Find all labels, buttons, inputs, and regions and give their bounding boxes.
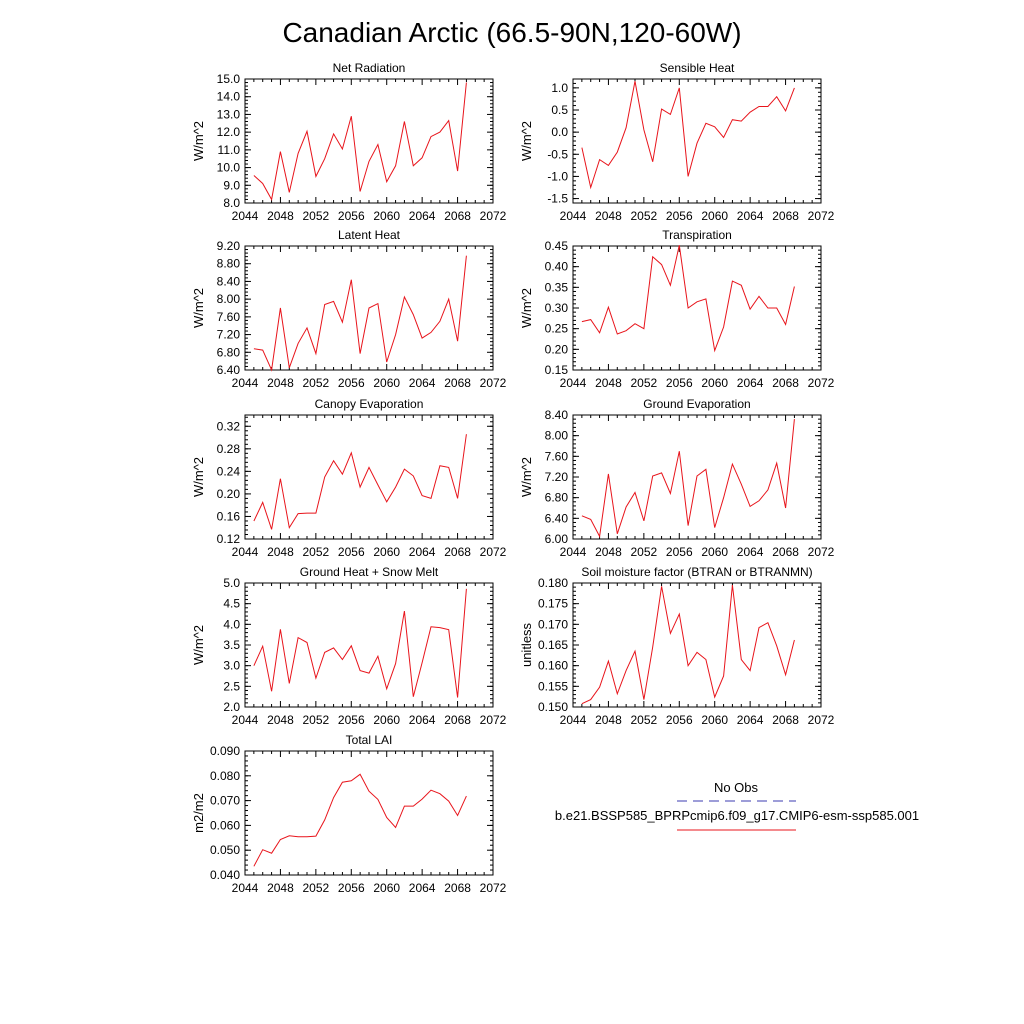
x-tick-label: 2068 bbox=[772, 713, 799, 727]
y-tick-label: 0.090 bbox=[209, 744, 240, 758]
x-tick-label: 2052 bbox=[630, 376, 658, 390]
x-tick-label: 2052 bbox=[302, 545, 330, 559]
x-tick-label: 2048 bbox=[595, 713, 622, 727]
y-axis-label: W/m^2 bbox=[519, 287, 534, 329]
x-tick-label: 2068 bbox=[444, 881, 471, 895]
x-tick-label: 2048 bbox=[267, 881, 294, 895]
y-axis-label: W/m^2 bbox=[191, 456, 206, 498]
panel-title: Latent Heat bbox=[337, 228, 401, 242]
y-tick-label: 0.180 bbox=[537, 576, 568, 590]
x-tick-label: 2060 bbox=[701, 209, 729, 223]
x-tick-label: 2044 bbox=[559, 545, 587, 559]
y-tick-label: 0.070 bbox=[209, 793, 240, 808]
y-tick-label: 0.165 bbox=[537, 638, 568, 652]
y-tick-label: 0.040 bbox=[209, 868, 240, 882]
y-tick-label: 7.60 bbox=[216, 309, 240, 324]
x-tick-label: 2056 bbox=[337, 713, 365, 727]
x-tick-label: 2044 bbox=[231, 209, 259, 223]
x-tick-label: 2072 bbox=[807, 545, 835, 559]
y-tick-label: 2.0 bbox=[223, 700, 240, 714]
x-tick-label: 2064 bbox=[736, 209, 764, 223]
x-tick-label: 2068 bbox=[772, 209, 799, 223]
y-tick-label: 9.20 bbox=[216, 239, 240, 253]
x-tick-label: 2068 bbox=[444, 713, 471, 727]
figure-title: Canadian Arctic (66.5-90N,120-60W) bbox=[282, 17, 742, 48]
x-tick-label: 2044 bbox=[231, 713, 259, 727]
y-tick-label: 0.0 bbox=[551, 125, 568, 140]
y-axis-label: W/m^2 bbox=[519, 456, 534, 498]
x-tick-label: 2060 bbox=[373, 881, 401, 895]
panel-title: Sensible Heat bbox=[659, 61, 735, 75]
x-tick-label: 2056 bbox=[665, 376, 693, 390]
y-tick-label: 8.0 bbox=[223, 196, 240, 210]
x-tick-label: 2072 bbox=[479, 209, 507, 223]
legend-model-label: b.e21.BSSP585_BPRPcmip6.f09_g17.CMIP6-esm-ssp585.001 bbox=[554, 808, 920, 823]
x-tick-label: 2056 bbox=[665, 713, 693, 727]
x-tick-label: 2068 bbox=[772, 376, 799, 390]
y-tick-label: 14.0 bbox=[216, 89, 240, 104]
panel-title: Ground Evaporation bbox=[643, 397, 751, 411]
x-tick-label: 2044 bbox=[559, 376, 587, 390]
x-tick-label: 2052 bbox=[630, 713, 658, 727]
y-axis-label: unitless bbox=[519, 622, 534, 668]
y-tick-label: 0.32 bbox=[216, 419, 240, 434]
y-tick-label: 0.050 bbox=[209, 843, 240, 858]
y-tick-label: 3.5 bbox=[223, 638, 240, 652]
y-tick-label: 8.00 bbox=[544, 428, 568, 443]
y-tick-label: 7.60 bbox=[544, 449, 568, 464]
x-tick-label: 2068 bbox=[444, 209, 471, 223]
x-tick-label: 2044 bbox=[559, 209, 587, 223]
y-tick-label: 0.16 bbox=[216, 509, 240, 524]
y-tick-label: 0.060 bbox=[209, 818, 240, 833]
y-axis-label: m2/m2 bbox=[191, 793, 206, 833]
x-tick-label: 2060 bbox=[701, 376, 729, 390]
panel-title: Soil moisture factor (BTRAN or BTRANMN) bbox=[581, 565, 813, 579]
x-tick-label: 2068 bbox=[772, 545, 799, 559]
y-tick-label: 9.0 bbox=[223, 178, 240, 193]
panel-title: Total LAI bbox=[345, 733, 393, 747]
x-tick-label: 2048 bbox=[267, 376, 294, 390]
y-tick-label: 5.0 bbox=[223, 576, 240, 590]
y-tick-label: 8.80 bbox=[216, 256, 240, 271]
y-tick-label: 4.5 bbox=[223, 596, 240, 611]
y-tick-label: 6.40 bbox=[544, 511, 568, 526]
y-tick-label: 0.40 bbox=[544, 259, 568, 274]
y-tick-label: 0.30 bbox=[544, 301, 568, 315]
y-tick-label: 8.40 bbox=[544, 408, 568, 422]
y-tick-label: 0.5 bbox=[551, 103, 568, 117]
x-tick-label: 2056 bbox=[337, 376, 365, 390]
x-tick-label: 2072 bbox=[479, 376, 507, 390]
x-tick-label: 2048 bbox=[267, 713, 294, 727]
x-tick-label: 2044 bbox=[559, 713, 587, 727]
y-tick-label: 0.25 bbox=[544, 321, 568, 336]
y-tick-label: 11.0 bbox=[217, 142, 240, 157]
y-tick-label: -1.0 bbox=[547, 169, 568, 184]
x-tick-label: 2044 bbox=[231, 881, 259, 895]
x-tick-label: 2048 bbox=[595, 376, 622, 390]
x-tick-label: 2068 bbox=[444, 545, 471, 559]
x-tick-label: 2072 bbox=[479, 881, 507, 895]
y-axis-label: W/m^2 bbox=[191, 120, 206, 162]
y-tick-label: 0.28 bbox=[216, 441, 240, 456]
x-tick-label: 2072 bbox=[479, 713, 507, 727]
panel-title: Canopy Evaporation bbox=[314, 397, 424, 411]
x-tick-label: 2056 bbox=[337, 209, 365, 223]
x-tick-label: 2052 bbox=[302, 376, 330, 390]
x-tick-label: 2060 bbox=[373, 209, 401, 223]
y-tick-label: 12.0 bbox=[216, 125, 240, 140]
x-tick-label: 2072 bbox=[807, 209, 835, 223]
x-tick-label: 2052 bbox=[630, 209, 658, 223]
x-tick-label: 2064 bbox=[736, 376, 764, 390]
y-tick-label: 10.0 bbox=[216, 160, 240, 175]
x-tick-label: 2044 bbox=[231, 376, 259, 390]
y-tick-label: 0.175 bbox=[537, 596, 568, 611]
x-tick-label: 2068 bbox=[444, 376, 471, 390]
x-tick-label: 2060 bbox=[373, 713, 401, 727]
panel-title: Net Radiation bbox=[332, 61, 406, 75]
x-tick-label: 2048 bbox=[267, 209, 294, 223]
y-tick-label: 0.15 bbox=[544, 363, 568, 377]
y-tick-label: 6.40 bbox=[216, 363, 240, 377]
x-tick-label: 2060 bbox=[373, 545, 401, 559]
y-tick-label: 0.20 bbox=[544, 342, 568, 357]
x-tick-label: 2056 bbox=[337, 545, 365, 559]
x-tick-label: 2056 bbox=[337, 881, 365, 895]
y-tick-label: 3.0 bbox=[223, 658, 240, 673]
y-tick-label: -1.5 bbox=[547, 191, 568, 206]
y-tick-label: 13.0 bbox=[216, 107, 240, 122]
y-tick-label: 0.170 bbox=[537, 617, 568, 632]
y-tick-label: 0.155 bbox=[537, 679, 568, 694]
y-axis-label: W/m^2 bbox=[519, 120, 534, 162]
y-axis-label: W/m^2 bbox=[191, 287, 206, 329]
x-tick-label: 2048 bbox=[267, 545, 294, 559]
y-tick-label: 8.40 bbox=[216, 274, 240, 289]
y-tick-label: 15.0 bbox=[216, 72, 240, 86]
x-tick-label: 2056 bbox=[665, 209, 693, 223]
y-tick-label: 6.80 bbox=[544, 490, 568, 505]
legend-obs-label: No Obs bbox=[713, 780, 759, 795]
y-tick-label: 2.5 bbox=[223, 679, 240, 694]
panel-title: Ground Heat + Snow Melt bbox=[299, 565, 439, 579]
y-tick-label: 1.0 bbox=[551, 80, 568, 95]
y-tick-label: 0.12 bbox=[216, 532, 240, 546]
x-tick-label: 2064 bbox=[408, 545, 436, 559]
x-tick-label: 2072 bbox=[807, 713, 835, 727]
y-tick-label: 8.00 bbox=[216, 292, 240, 307]
x-tick-label: 2072 bbox=[807, 376, 835, 390]
y-tick-label: 0.160 bbox=[537, 658, 568, 673]
x-tick-label: 2044 bbox=[231, 545, 259, 559]
y-tick-label: 0.20 bbox=[216, 486, 240, 501]
x-tick-label: 2052 bbox=[302, 209, 330, 223]
x-tick-label: 2052 bbox=[302, 881, 330, 895]
y-tick-label: 7.20 bbox=[544, 470, 568, 484]
x-tick-label: 2060 bbox=[701, 713, 729, 727]
x-tick-label: 2048 bbox=[595, 209, 622, 223]
y-tick-label: 0.45 bbox=[544, 239, 568, 253]
x-tick-label: 2064 bbox=[408, 376, 436, 390]
y-tick-label: 0.080 bbox=[209, 768, 240, 783]
y-axis-label: W/m^2 bbox=[191, 624, 206, 666]
y-tick-label: 4.0 bbox=[223, 617, 240, 632]
x-tick-label: 2056 bbox=[665, 545, 693, 559]
y-tick-label: 0.35 bbox=[544, 280, 568, 295]
x-tick-label: 2072 bbox=[479, 545, 507, 559]
x-tick-label: 2048 bbox=[595, 545, 622, 559]
y-tick-label: 0.24 bbox=[216, 464, 240, 479]
x-tick-label: 2060 bbox=[701, 545, 729, 559]
y-tick-label: 6.80 bbox=[216, 345, 240, 360]
y-tick-label: 6.00 bbox=[544, 532, 568, 546]
panel-title: Transpiration bbox=[662, 228, 732, 242]
x-tick-label: 2064 bbox=[736, 545, 764, 559]
y-tick-label: 7.20 bbox=[216, 327, 240, 342]
x-tick-label: 2052 bbox=[302, 713, 330, 727]
x-tick-label: 2064 bbox=[408, 209, 436, 223]
y-tick-label: 0.150 bbox=[537, 700, 568, 714]
x-tick-label: 2064 bbox=[408, 713, 436, 727]
y-tick-label: -0.5 bbox=[547, 147, 568, 162]
x-tick-label: 2064 bbox=[736, 713, 764, 727]
x-tick-label: 2064 bbox=[408, 881, 436, 895]
x-tick-label: 2052 bbox=[630, 545, 658, 559]
x-tick-label: 2060 bbox=[373, 376, 401, 390]
